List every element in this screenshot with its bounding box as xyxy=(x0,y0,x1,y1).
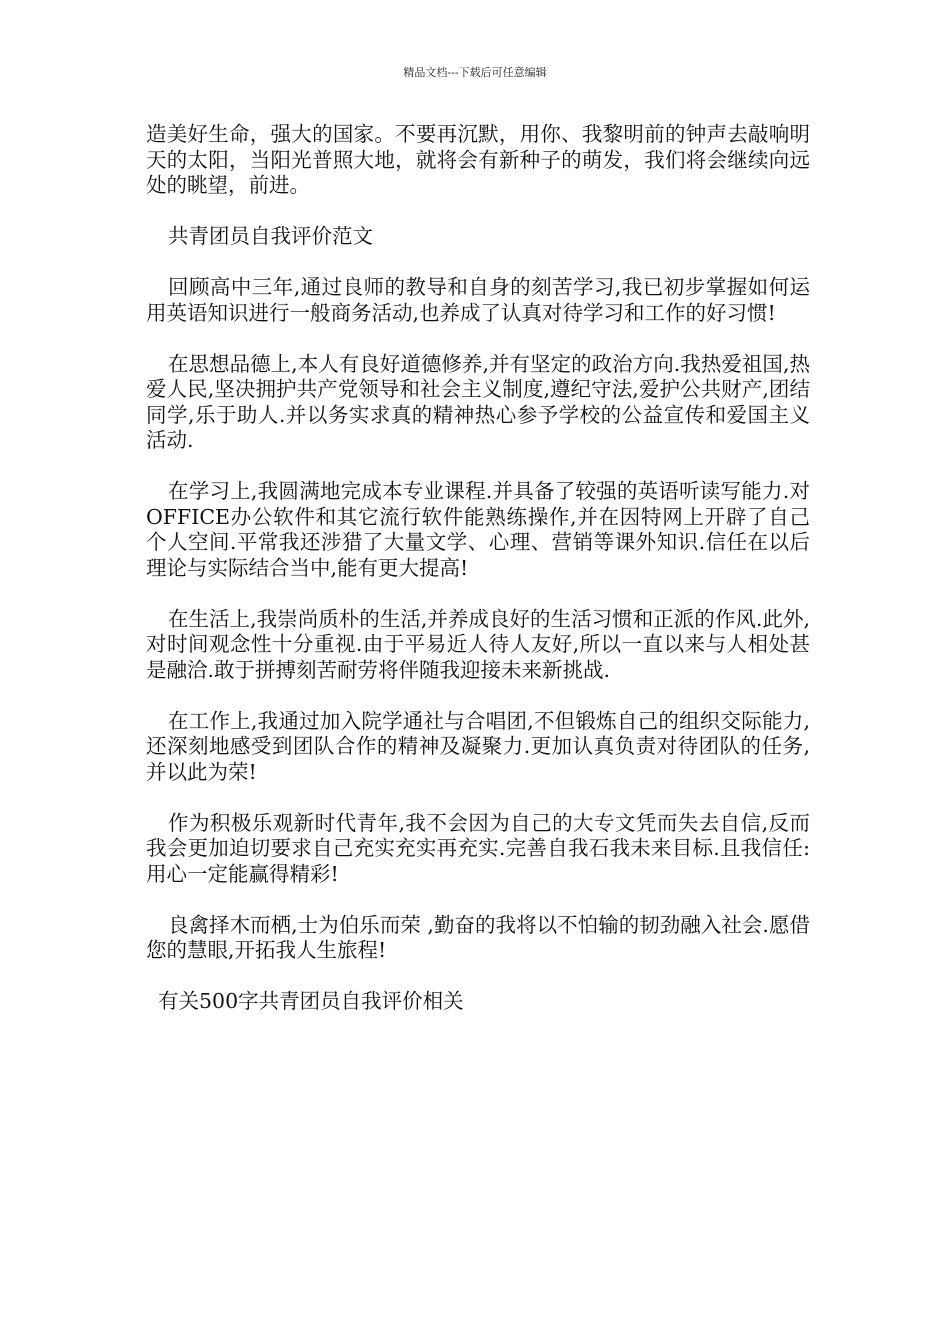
body-paragraph: 在思想品德上,本人有良好道德修养,并有坚定的政治方向.我热爱祖国,热爱人民,坚决拥护共产党领导和社会主义制度,遵纪守法,爱护公共财产,团结同学,乐于助人.并以务实求真的精神热心参予学校的公益宣传和爱国主义活动. xyxy=(146,351,810,452)
body-paragraph: 良禽择木而栖,士为伯乐而荣 ,勤奋的我将以不怕输的韧劲融入社会.愿借您的慧眼,开拓我人生旅程! xyxy=(146,912,810,962)
document-body xyxy=(146,122,810,1040)
intro-paragraph: 造美好生命，强大的国家。不要再沉默，用你、我黎明前的钟声去敲响明天的太阳，当阳光普照大地，就将会有新种子的萌发，我们将会继续向远处的眺望，前进。 xyxy=(146,122,810,197)
body-paragraph: 作为积极乐观新时代青年,我不会因为自己的大专文凭而失去自信,反而我会更加迫切要求自己充实充实再充实.完善自我石我未来目标.且我信任:用心一定能赢得精彩! xyxy=(146,810,810,886)
body-paragraph: 在学习上,我圆满地完成本专业课程.并具备了较强的英语听读写能力.对OFFICE办公软件和其它流行软件能熟练操作,并在因特网上开辟了自己个人空间.平常我还涉猎了大量文学、心理、营销等课外知识.信任在以后理论与实际结合当中,能有更大提高! xyxy=(146,479,810,580)
related-heading: 有关500字共青团员自我评价相关 xyxy=(158,989,464,1013)
page-header: 精品文档---下载后可任意编辑 xyxy=(403,66,547,79)
section-title: 共青团员自我评价范文 xyxy=(168,224,373,248)
body-paragraph: 回顾高中三年,通过良师的教导和自身的刻苦学习,我已初步掌握如何运用英语知识进行一般商务活动,也养成了认真对待学习和工作的好习惯! xyxy=(146,275,810,325)
body-paragraph: 在生活上,我崇尚质朴的生活,并养成良好的生活习惯和正派的作风.此外,对时间观念性十分重视.由于平易近人待人友好,所以一直以来与人相处甚是融洽.敢于拼搏刻苦耐劳将伴随我迎接未来新挑战. xyxy=(146,606,810,682)
body-paragraph: 在工作上,我通过加入院学通社与合唱团,不但锻炼自己的组织交际能力,还深刻地感受到团队合作的精神及凝聚力.更加认真负责对待团队的任务,并以此为荣! xyxy=(146,708,810,784)
